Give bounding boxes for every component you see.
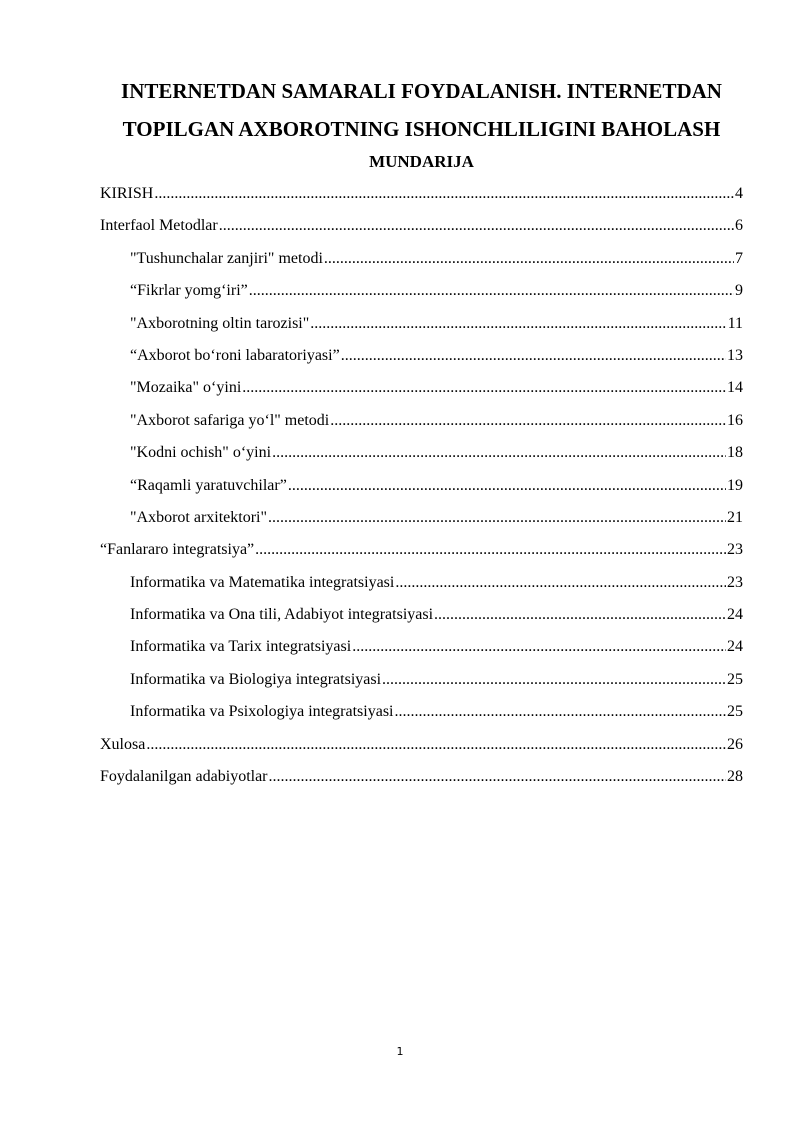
toc-dot-leader — [395, 698, 727, 726]
toc-entry-title: “Raqamli yaratuvchilar” — [130, 476, 287, 494]
toc-dot-leader — [255, 536, 726, 564]
toc-entry[interactable] — [100, 310, 743, 342]
table-of-contents — [100, 180, 743, 795]
toc-entry-page: 14 — [727, 379, 743, 397]
toc-entry-page: 26 — [727, 735, 743, 753]
toc-entry[interactable] — [100, 666, 743, 698]
toc-dot-leader — [219, 212, 734, 240]
toc-dot-leader — [330, 407, 726, 435]
toc-entry-page: 19 — [727, 476, 743, 494]
toc-entry-title: “Fanlararo integratsiya” — [100, 541, 255, 559]
toc-entry-title: "Axborot arxitektori" — [130, 508, 268, 526]
toc-entry-page: 9 — [735, 282, 743, 300]
toc-entry-title: "Tushunchalar zanjiri" metodi — [130, 249, 323, 267]
toc-entry-title: Informatika va Ona tili, Adabiyot integratsiyasi — [130, 606, 434, 624]
toc-dot-leader — [154, 180, 734, 208]
toc-entry-page: 18 — [727, 444, 743, 462]
toc-entry-page: 13 — [727, 346, 743, 364]
toc-entry-title: “Fikrlar yomg‘iri” — [130, 282, 248, 300]
toc-dot-leader — [272, 439, 726, 467]
title-line-2: TOPILGAN AXBOROTNING ISHONCHLILIGINI BAHOLASH — [122, 117, 721, 141]
toc-dot-leader — [434, 601, 726, 629]
toc-entry-title: KIRISH — [100, 185, 154, 202]
toc-dot-leader — [288, 472, 726, 500]
toc-entry-page: 7 — [735, 249, 743, 267]
toc-entry-title: "Mozaika" o‘yini — [130, 379, 242, 397]
toc-entry[interactable] — [100, 536, 743, 568]
toc-entry[interactable] — [100, 374, 743, 406]
toc-dot-leader — [395, 569, 726, 597]
page-number: 1 — [396, 1045, 404, 1058]
toc-entry[interactable] — [100, 633, 743, 665]
toc-entry[interactable] — [100, 180, 743, 212]
toc-dot-leader — [341, 342, 726, 370]
toc-entry[interactable] — [100, 731, 743, 763]
toc-entry-page: 25 — [727, 670, 743, 688]
toc-entry-page: 25 — [727, 703, 743, 721]
toc-entry[interactable] — [100, 601, 743, 633]
toc-entry-page: 6 — [735, 217, 743, 235]
toc-entry-page: 23 — [727, 573, 743, 591]
toc-heading: MUNDARIJA — [369, 152, 474, 171]
toc-entry-page: 16 — [727, 411, 743, 429]
toc-entry[interactable] — [100, 763, 743, 795]
toc-dot-leader — [269, 763, 726, 791]
toc-dot-leader — [310, 310, 726, 338]
toc-entry-page: 21 — [727, 508, 743, 526]
toc-entry-page: 24 — [727, 638, 743, 656]
toc-entry[interactable] — [100, 277, 743, 309]
toc-entry[interactable] — [100, 245, 743, 277]
document-title — [100, 72, 743, 148]
toc-entry-title: Informatika va Tarix integratsiyasi — [130, 638, 352, 656]
toc-entry-page: 4 — [735, 185, 743, 202]
toc-dot-leader — [146, 731, 726, 759]
toc-dot-leader — [242, 374, 726, 402]
toc-dot-leader — [249, 277, 734, 305]
toc-entry-title: Interfaol Metodlar — [100, 217, 218, 235]
toc-entry[interactable] — [100, 439, 743, 471]
toc-entry[interactable] — [100, 472, 743, 504]
toc-entry[interactable] — [100, 407, 743, 439]
toc-entry[interactable] — [100, 504, 743, 536]
toc-entry-title: "Axborotning oltin tarozisi" — [130, 314, 310, 332]
toc-entry[interactable] — [100, 212, 743, 244]
toc-entry-page: 23 — [727, 541, 743, 559]
toc-entry-page: 11 — [727, 314, 743, 332]
title-line-1: INTERNETDAN SAMARALI FOYDALANISH. INTERNETDAN — [121, 79, 722, 103]
toc-dot-leader — [382, 666, 726, 694]
toc-entry-title: "Axborot safariga yo‘l" metodi — [130, 411, 330, 429]
toc-entry-title: “Axborot bo‘roni labaratoriyasi” — [130, 346, 340, 364]
toc-entry-title: Foydalanilgan adabiyotlar — [100, 768, 268, 786]
toc-entry[interactable] — [100, 342, 743, 374]
toc-entry-page: 24 — [727, 606, 743, 624]
toc-entry-title: Informatika va Psixologiya integratsiyasi — [130, 703, 394, 721]
toc-dot-leader — [324, 245, 734, 273]
toc-dot-leader — [268, 504, 726, 532]
toc-entry[interactable] — [100, 698, 743, 730]
toc-entry-title: Xulosa — [100, 735, 146, 753]
toc-dot-leader — [352, 633, 726, 661]
toc-entry-title: "Kodni ochish" o‘yini — [130, 444, 272, 462]
toc-entry-title: Informatika va Matematika integratsiyasi — [130, 573, 395, 591]
toc-entry-page: 28 — [727, 768, 743, 786]
toc-entry-title: Informatika va Biologiya integratsiyasi — [130, 670, 382, 688]
toc-entry[interactable] — [100, 569, 743, 601]
